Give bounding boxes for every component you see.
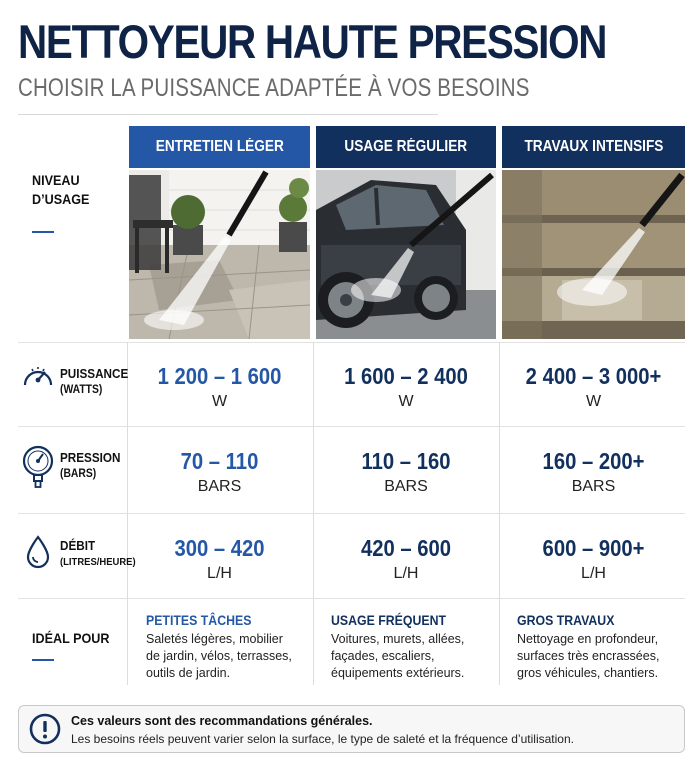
column-header-regular: USAGE RÉGULIER — [316, 126, 496, 168]
ideal-light: PETITES TÂCHES Saletés légères, mobilier de jardin, vélos, terrasses, outils de jardin. — [146, 612, 292, 680]
column-header-light: ENTRETIEN LÉGER — [129, 126, 310, 168]
label-dash — [32, 659, 54, 661]
row-divider — [18, 342, 685, 343]
row-divider — [18, 426, 685, 427]
note-title: Ces valeurs sont des recommandations générales. — [71, 714, 373, 728]
flow-value-light: 300 – 420 L/H — [174, 535, 265, 582]
divider — [18, 114, 438, 115]
label-dash — [32, 231, 54, 233]
car-washing-photo — [316, 170, 496, 339]
usage-level-label: NIVEAU D’USAGE — [32, 172, 90, 207]
note-text: Les besoins réels peuvent varier selon la surface, le type de saleté et la fréquence d’utilisation. — [71, 732, 574, 746]
gauge-icon — [21, 361, 55, 396]
page-title: NETTOYEUR HAUTE PRESSION — [18, 15, 607, 68]
stairs-cleaning-photo — [502, 170, 685, 339]
pressure-value-light: 70 – 110 BARS — [180, 448, 259, 495]
info-note — [18, 705, 685, 753]
power-value-regular: 1 600 – 2 400 W — [344, 363, 468, 410]
flow-label: DÉBIT (LITRES/HEURE) — [60, 538, 136, 568]
flow-value-regular: 420 – 600 L/H — [360, 535, 452, 582]
pressure-value-intensive: 160 – 200+ BARS — [542, 448, 645, 495]
page-subtitle: CHOISIR LA PUISSANCE ADAPTÉE À VOS BESOINS — [18, 74, 530, 102]
ideal-for-label: IDÉAL POUR — [32, 630, 110, 646]
info-icon — [29, 713, 61, 750]
power-value-light: 1 200 – 1 600 W — [157, 363, 282, 410]
column-header-intensive: TRAVAUX INTENSIFS — [502, 126, 685, 168]
water-drop-icon — [25, 535, 51, 574]
pressure-value-regular: 110 – 160 BARS — [361, 448, 451, 495]
power-label: PUISSANCE (WATTS) — [60, 366, 129, 396]
ideal-intensive: GROS TRAVAUX Nettoyage en profondeur, surfaces très encrassées, gros véhicules, chantiers. — [517, 612, 660, 680]
pressure-gauge-icon — [21, 444, 55, 495]
row-divider — [18, 513, 685, 514]
pressure-label: PRESSION (BARS) — [60, 450, 121, 480]
row-divider — [18, 598, 685, 599]
ideal-regular: USAGE FRÉQUENT Voitures, murets, allées, façades, escaliers, équipements extérieurs. — [331, 612, 465, 680]
flow-value-intensive: 600 – 900+ L/H — [542, 535, 645, 582]
patio-cleaning-photo — [129, 170, 310, 339]
power-value-intensive: 2 400 – 3 000+ W — [525, 363, 662, 410]
